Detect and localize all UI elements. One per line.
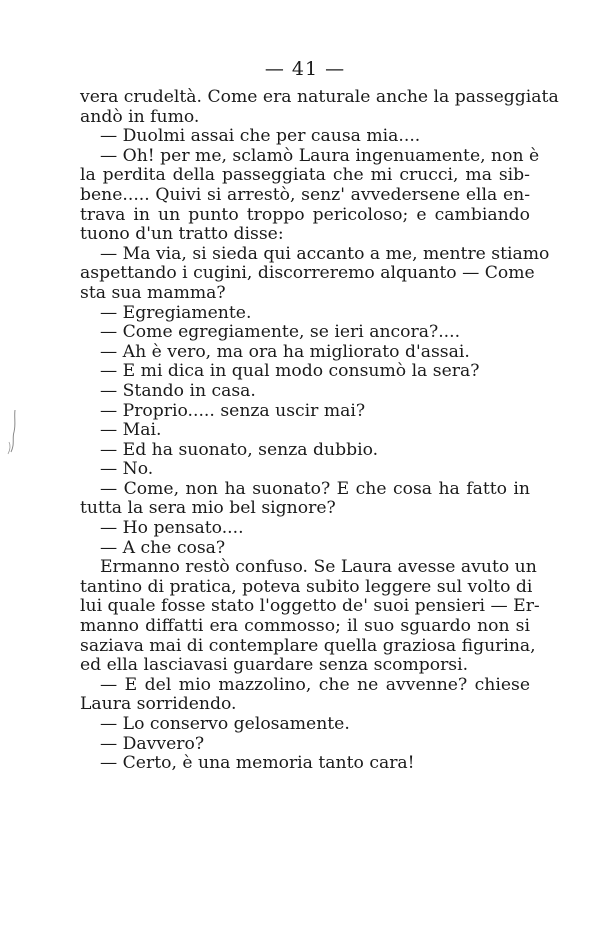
body-text: [80, 87, 559, 774]
text-line: — Ho pensato....: [100, 518, 244, 539]
text-line: — E mi dica in qual modo consumò la sera?: [100, 361, 480, 382]
text-line: — Duolmi assai che per causa mia....: [100, 126, 421, 147]
text-line: — Mai.: [100, 420, 162, 441]
text-line: — Come egregiamente, se ieri ancora?....: [100, 322, 461, 343]
text-line: manno diffatti era commosso; il suo sguardo non si: [80, 616, 530, 637]
text-line: Ermanno restò confuso. Se Laura avesse avuto un: [100, 557, 537, 578]
text-line: — Davvero?: [100, 733, 205, 754]
text-line: trava in un punto troppo pericoloso; e cambiando: [80, 204, 530, 225]
text-line: — A che cosa?: [100, 537, 226, 558]
text-line: Laura sorridendo.: [80, 694, 237, 715]
text-line: — No.: [100, 459, 154, 480]
text-line: — Stando in casa.: [100, 380, 256, 401]
text-line: — Come, non ha suonato? E che cosa ha fatto in: [100, 478, 530, 499]
text-line: la perdita della passeggiata che mi crucci, ma sib-: [80, 165, 530, 186]
text-line: vera crudeltà. Come era naturale anche la passeggiata: [80, 87, 559, 107]
text-line: — Egregiamente.: [100, 302, 252, 323]
text-line: saziava mai di contemplare quella graziosa figurina,: [80, 635, 536, 656]
text-line: tutta la sera mio bel signore?: [80, 498, 336, 519]
page-number: — 41 —: [264, 58, 346, 80]
text-line: lui quale fosse stato l'oggetto de' suoi pensieri — Er-: [80, 596, 540, 617]
text-line: — Ma via, si sieda qui accanto a me, mentre stiamo: [100, 243, 550, 264]
text-line: — Proprio..... senza uscir mai?: [100, 400, 366, 421]
text-line: tantino di pratica, poteva subito leggere sul volto di: [80, 576, 533, 597]
margin-pencil-mark: [6, 408, 20, 458]
text-line: — Lo conservo gelosamente.: [100, 714, 350, 734]
text-line: — E del mio mazzolino, che ne avvenne? chiese: [100, 674, 530, 695]
text-line: bene..... Quivi si arrestò, senz' avvedersene ella en-: [80, 184, 530, 205]
text-line: ed ella lasciavasi guardare senza scomporsi.: [80, 655, 469, 676]
text-line: — Ed ha suonato, senza dubbio.: [100, 439, 379, 460]
text-line: aspettando i cugini, discorreremo alquanto — Come: [80, 263, 535, 284]
text-line: — Ah è vero, ma ora ha migliorato d'assai.: [100, 341, 470, 362]
text-line: tuono d'un tratto disse:: [80, 224, 284, 245]
text-line: andò in fumo.: [80, 106, 200, 127]
text-line: — Oh! per me, sclamò Laura ingenuamente, non è: [100, 145, 540, 166]
text-line: sta sua mamma?: [80, 282, 226, 303]
text-line: — Certo, è una memoria tanto cara!: [100, 753, 415, 774]
